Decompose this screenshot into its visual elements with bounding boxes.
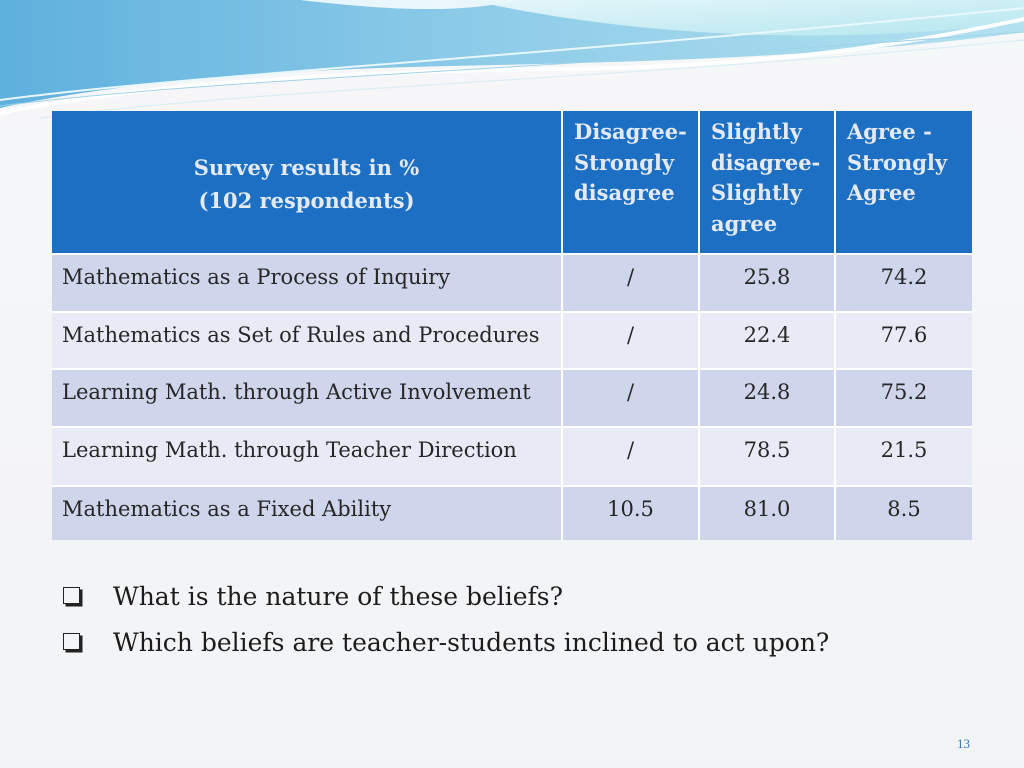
row-label: Learning Math. through Active Involvement	[52, 370, 561, 426]
row-value-slightly: 22.4	[700, 313, 834, 368]
table-title-header	[52, 111, 561, 253]
row-value-slightly: 25.8	[700, 255, 834, 311]
column-header-line: Agree	[847, 180, 916, 205]
row-value-disagree: /	[563, 313, 698, 368]
row-value-slightly: 24.8	[700, 370, 834, 426]
bullet-text: Which beliefs are teacher-students inclined to act upon?	[113, 628, 830, 657]
row-value-disagree: 10.5	[563, 487, 698, 540]
column-header-line: Agree -	[847, 119, 932, 144]
top-wave-decoration	[0, 0, 1024, 120]
bullet-item	[62, 574, 962, 620]
row-label: Learning Math. through Teacher Direction	[52, 428, 561, 485]
row-value-slightly: 78.5	[700, 428, 834, 485]
row-value-agree: 74.2	[836, 255, 972, 311]
column-header-line: agree	[711, 210, 778, 236]
row-label: Mathematics as a Process of Inquiry	[52, 255, 561, 311]
column-header-disagree	[563, 111, 698, 253]
table-title-line-2: (102 respondents)	[198, 187, 415, 213]
column-header-line: disagree-	[711, 149, 821, 175]
row-value-agree: 77.6	[836, 313, 972, 368]
slide-number: 13	[957, 736, 970, 751]
row-value-agree: 21.5	[836, 428, 972, 485]
row-value-agree: 75.2	[836, 370, 972, 426]
bullet-item	[62, 620, 962, 666]
survey-table	[52, 111, 972, 540]
row-value-disagree: /	[563, 255, 698, 311]
square-bullet-icon	[63, 587, 80, 604]
column-header-line: Slightly	[711, 180, 802, 205]
column-header-line: Slightly	[711, 119, 802, 144]
square-bullet-icon	[63, 633, 80, 650]
row-value-agree: 8.5	[836, 487, 972, 540]
table-title-line-1: Survey results in %	[193, 154, 420, 180]
column-header-agree	[836, 111, 972, 253]
column-header-line: Strongly	[574, 149, 675, 175]
column-header-line: disagree	[574, 180, 675, 205]
bullet-list	[62, 574, 962, 666]
row-label: Mathematics as a Fixed Ability	[52, 487, 561, 540]
row-value-disagree: /	[563, 370, 698, 426]
row-value-disagree: /	[563, 428, 698, 485]
row-label: Mathematics as Set of Rules and Procedures	[52, 313, 561, 368]
column-header-line: Strongly	[847, 149, 948, 175]
row-value-slightly: 81.0	[700, 487, 834, 540]
column-header-slightly	[700, 111, 834, 253]
bullet-text: What is the nature of these beliefs?	[113, 582, 564, 611]
column-header-line: Disagree-	[574, 119, 687, 144]
